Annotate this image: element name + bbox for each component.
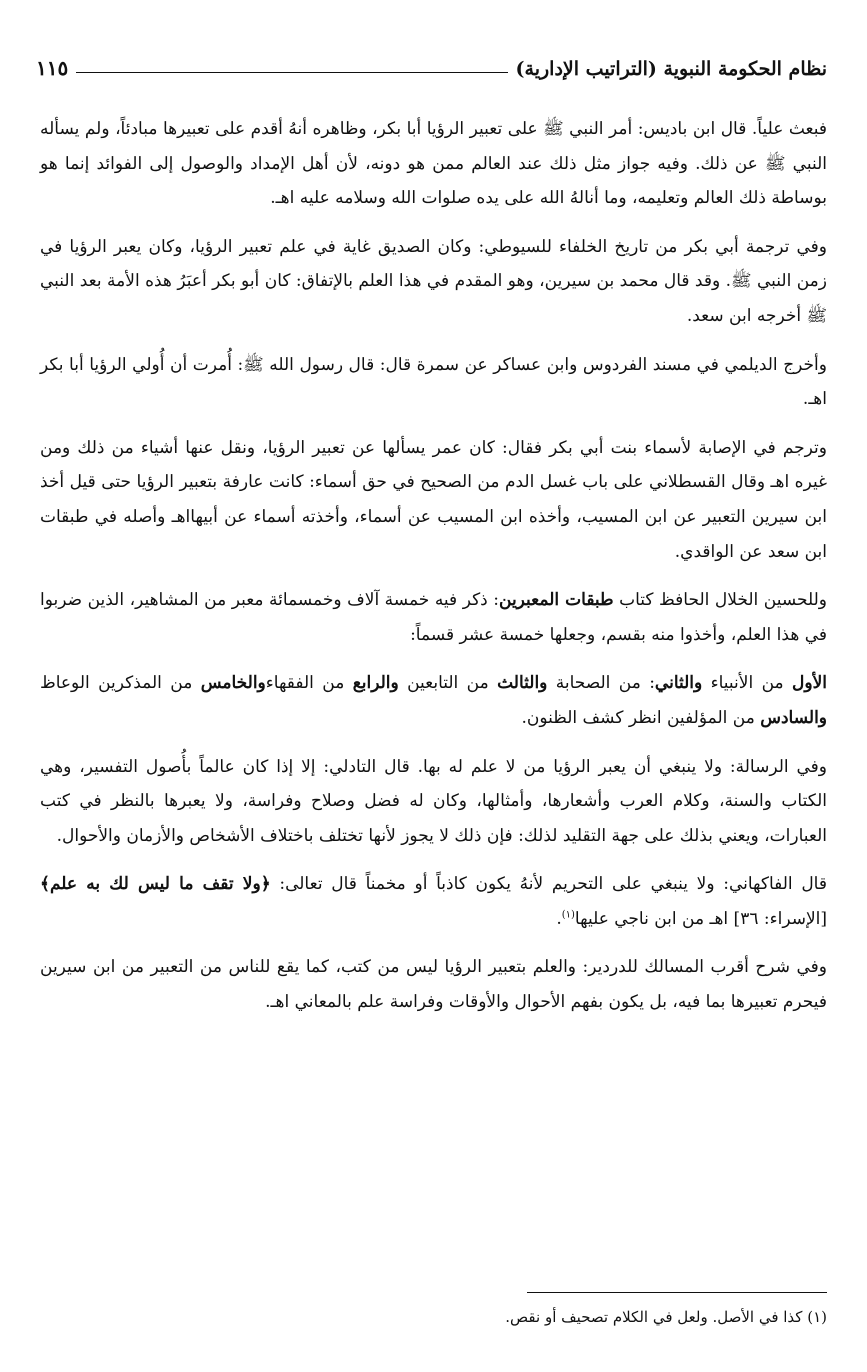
- page-number: ١١٥: [36, 56, 69, 80]
- footnote: (١) كذا في الأصل. ولعل في الكلام تصحيف أو نقص.: [505, 1308, 827, 1326]
- book-title: طبقات المعبرين: [499, 590, 614, 611]
- paragraph-8: [40, 867, 827, 936]
- paragraph-1: فبعث علياً. قال ابن باديس: أمر النبي ﷺ على تعبير الرؤيا أبا بكر، وظاهره أنهُ أقدم على تعبيرها مبادئاً، ولم يسأله النبي ﷺ عن ذلك. وفيه جواز مثل ذلك عند العالم ممن هو دونه، لأن أهل الإمداد والوصول إلى الفوائد إنما هو بوساطة ذلك العالم وتعليمه، وما أنالهُ الله على يده صلوات الله وسلامه عليه اهـ.: [40, 119, 827, 209]
- footnote-rule: [527, 1292, 827, 1293]
- paragraph-7: وفي الرسالة: ولا ينبغي أن يعبر الرؤيا من لا علم له بها. قال التادلي: إلا إذا كان عالماً بأُصول التفسير، وهي الكتاب والسنة، وكلام العرب وأشعارها، وأمثالها، وكان له فضل وصلاح وفراسة، ولا يعبرها بالنظر في كتب العبارات، ويعني بذلك على جهة التقليد لذلك: فإن ذلك لا يجوز لأنها تختلف باختلاف الأشخاص والأزمان والأحوال.: [40, 756, 827, 846]
- paragraph-2: وفي ترجمة أبي بكر من تاريخ الخلفاء للسيوطي: وكان الصديق غاية في علم تعبير الرؤيا، وكان يعبر الرؤيا في زمن النبي ﷺ. وقد قال محمد بن سيرين، وهو المقدم في هذا العلم بالإتفاق: كان أبو بكر أعبَرُ هذه الأمة بعد النبي ﷺ أخرجه ابن سعد.: [40, 236, 828, 326]
- paragraph-6: [40, 666, 827, 735]
- text-run: من المذكرين الوعاظ: [40, 673, 201, 694]
- running-header: [36, 44, 827, 80]
- text-run: : من الصحابة: [547, 673, 655, 694]
- footnote-marker[interactable]: (١): [561, 909, 575, 921]
- text-run: وللحسين الخلال الحافظ كتاب: [613, 590, 827, 611]
- ordinal-term: والسادس: [760, 707, 827, 728]
- paragraph-3: وأخرج الديلمي في مسند الفردوس وابن عساكر عن سمرة قال: قال رسول الله ﷺ: أُمرت أن أُولي الرؤيا أبا بكر اهـ.: [40, 354, 827, 410]
- header-title: نظام الحكومة النبوية (التراتيب الإدارية): [515, 58, 827, 80]
- text-run: [الإسراء: ٣٦] اهـ من ابن ناجي عليها: [574, 908, 827, 929]
- ordinal-term: والثاني: [654, 673, 703, 694]
- ordinal-term: والثالث: [497, 673, 548, 694]
- text-run: قال الفاكهاني: ولا ينبغي على التحريم لأنهُ يكون كاذباً أو مخمناً قال تعالى:: [270, 874, 827, 895]
- quran-verse: ﴿ولا تقف ما ليس لك به علم﴾: [40, 874, 271, 895]
- body-text: [40, 112, 827, 1034]
- text-run: من التابعين: [398, 673, 498, 694]
- text-run: من المؤلفين انظر كشف الظنون.: [521, 707, 761, 728]
- text-run: من الأنبياء: [702, 673, 793, 694]
- text-run: من الفقهاء: [265, 673, 353, 694]
- paragraph-5: [40, 583, 827, 652]
- text-run: .: [556, 908, 562, 929]
- ordinal-term: والرابع: [352, 673, 399, 694]
- text-run: : ذكر فيه خمسة آلاف وخمسمائة معبر من المشاهير، الذين ضربوا في هذا العلم، وأخذوا منه بقسم، وجعلها خمسة عشر قسماً:: [40, 590, 827, 645]
- paragraph-4: وترجم في الإصابة لأسماء بنت أبي بكر فقال: كان عمر يسألها عن تعبير الرؤيا، ونقل عنها أشياء من ذلك ومن غيره اهـ وقال القسطلاني على باب غسل الدم من الصحيح في حق أسماء: كانت عارفة بتعبير الرؤيا حتى قيل أخذ ابن سيرين التعبير عن ابن المسيب، وأخذه ابن المسيب عن أسماء، وأخذته أسماء عن أبيهااهـ وأصله في طبقات ابن سعد عن الواقدي.: [40, 437, 827, 562]
- ordinal-term: الأول: [792, 673, 827, 694]
- paragraph-9: وفي شرح أقرب المسالك للدردير: والعلم بتعبير الرؤيا ليس من كتب، كما يقع للناس من التعبير من ابن سيرين فيحرم تعبيرها بما فيه، بل يكون بفهم الأحوال والأوقات وفراسة علم بالمعاني اهـ.: [40, 957, 827, 1013]
- ordinal-term: والخامس: [200, 673, 266, 694]
- header-rule: [76, 72, 507, 73]
